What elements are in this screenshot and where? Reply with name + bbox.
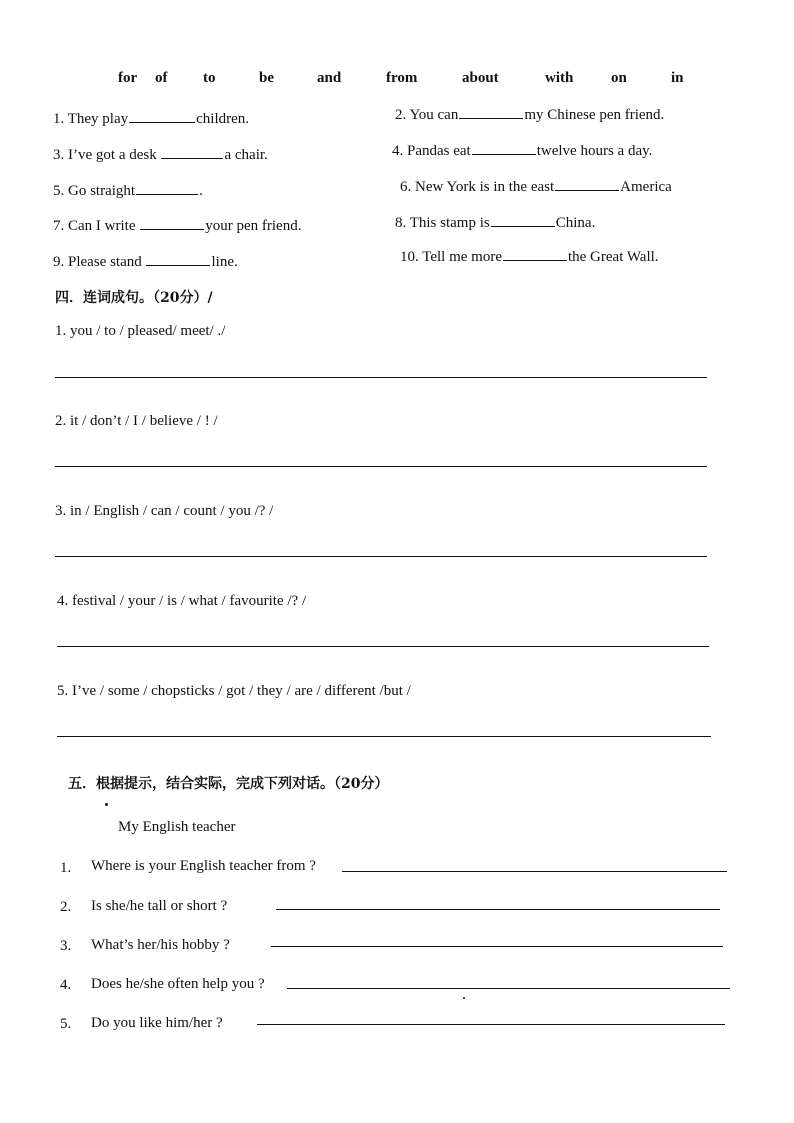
fill-blank-prefix: 3. I’ve got a desk [53,147,157,163]
section-five-subtitle: My English teacher [118,819,236,835]
word-bank-item: with [545,70,574,86]
fill-blank-suffix: America [620,179,672,195]
fill-blank-suffix: China. [555,215,596,231]
bullet-dot [105,803,108,806]
fill-blank-item [400,176,672,196]
answer-blank[interactable] [491,212,555,227]
question-text: What’s her/his hobby ? [91,937,230,953]
answer-blank[interactable] [129,108,195,123]
question-number: 4. [60,977,72,993]
fill-blank-item [53,108,249,128]
fill-blank-item [53,144,268,164]
fill-blank-prefix: 9. Please stand [53,254,142,270]
fill-blank-item [53,180,203,200]
fill-blank-prefix: 8. This stamp is [395,215,490,231]
word-bank-item: on [611,70,627,86]
fill-blank-item [392,140,652,160]
question-number: 5. [60,1016,72,1032]
word-bank-item: to [203,70,216,86]
question-text: Where is your English teacher from ? [91,858,316,874]
word-bank-item: in [671,70,684,86]
word-bank-item: of [155,70,168,86]
answer-line[interactable] [55,466,707,467]
word-order-prompt: 4. festival / your / is / what / favourite /? / [57,593,307,609]
answer-blank[interactable] [503,246,567,261]
answer-line[interactable] [287,988,730,989]
fill-blank-suffix: my Chinese pen friend. [524,107,665,123]
answer-blank[interactable] [140,215,204,230]
word-bank-item: about [462,70,499,86]
fill-blank-suffix: twelve hours a day. [536,143,653,159]
fill-blank-suffix: children. [196,111,250,127]
fill-blank-suffix: a chair. [224,147,268,163]
answer-blank[interactable] [136,180,198,195]
fill-blank-prefix: 5. Go straight [53,183,136,199]
word-order-prompt: 2. it / don’t / I / believe / ! / [55,413,218,429]
word-bank-item: and [317,70,342,86]
question-number: 1. [60,860,72,876]
answer-blank[interactable] [146,251,210,266]
question-number: 3. [60,938,72,954]
word-bank-item: from [386,70,418,86]
section-five-heading: 五．根据提示，结合实际，完成下列对话。（20分） [68,776,389,792]
fill-blank-suffix: the Great Wall. [567,249,659,265]
question-text: Do you like him/her ? [91,1015,223,1031]
fill-blank-item [53,251,238,271]
question-number: 2. [60,899,72,915]
question-text: Is she/he tall or short ? [91,898,228,914]
scan-speck [463,997,465,999]
fill-blank-item [395,104,664,124]
fill-blank-item [395,212,595,232]
answer-line[interactable] [342,871,727,872]
word-bank-item: be [259,70,274,86]
word-bank-item: for [118,70,138,86]
section-four-heading: 四．连词成句。（20分）/ [55,290,213,306]
fill-blank-suffix: your pen friend. [205,218,302,234]
fill-blank-suffix: line. [211,254,238,270]
answer-blank[interactable] [472,140,536,155]
fill-blank-prefix: 4. Pandas eat [392,143,471,159]
fill-blank-prefix: 2. You can [395,107,459,123]
fill-blank-prefix: 1. They play [53,111,129,127]
word-order-prompt: 3. in / English / can / count / you /? / [55,503,274,519]
answer-line[interactable] [57,646,709,647]
fill-blank-prefix: 7. Can I write [53,218,136,234]
answer-blank[interactable] [555,176,619,191]
answer-line[interactable] [57,736,711,737]
answer-line[interactable] [271,946,723,947]
fill-blank-item [400,246,659,266]
answer-line[interactable] [276,909,720,910]
answer-line[interactable] [55,377,707,378]
word-order-prompt: 1. you / to / pleased/ meet/ ./ [55,323,226,339]
answer-blank[interactable] [161,144,223,159]
question-text: Does he/she often help you ? [91,976,265,992]
answer-line[interactable] [55,556,707,557]
answer-line[interactable] [257,1024,725,1025]
answer-blank[interactable] [459,104,523,119]
fill-blank-item [53,215,301,235]
fill-blank-suffix: . [199,183,203,199]
fill-blank-prefix: 10. Tell me more [400,249,502,265]
word-order-prompt: 5. I’ve / some / chopsticks / got / they / are / different /but / [57,683,411,699]
fill-blank-prefix: 6. New York is in the east [400,179,555,195]
